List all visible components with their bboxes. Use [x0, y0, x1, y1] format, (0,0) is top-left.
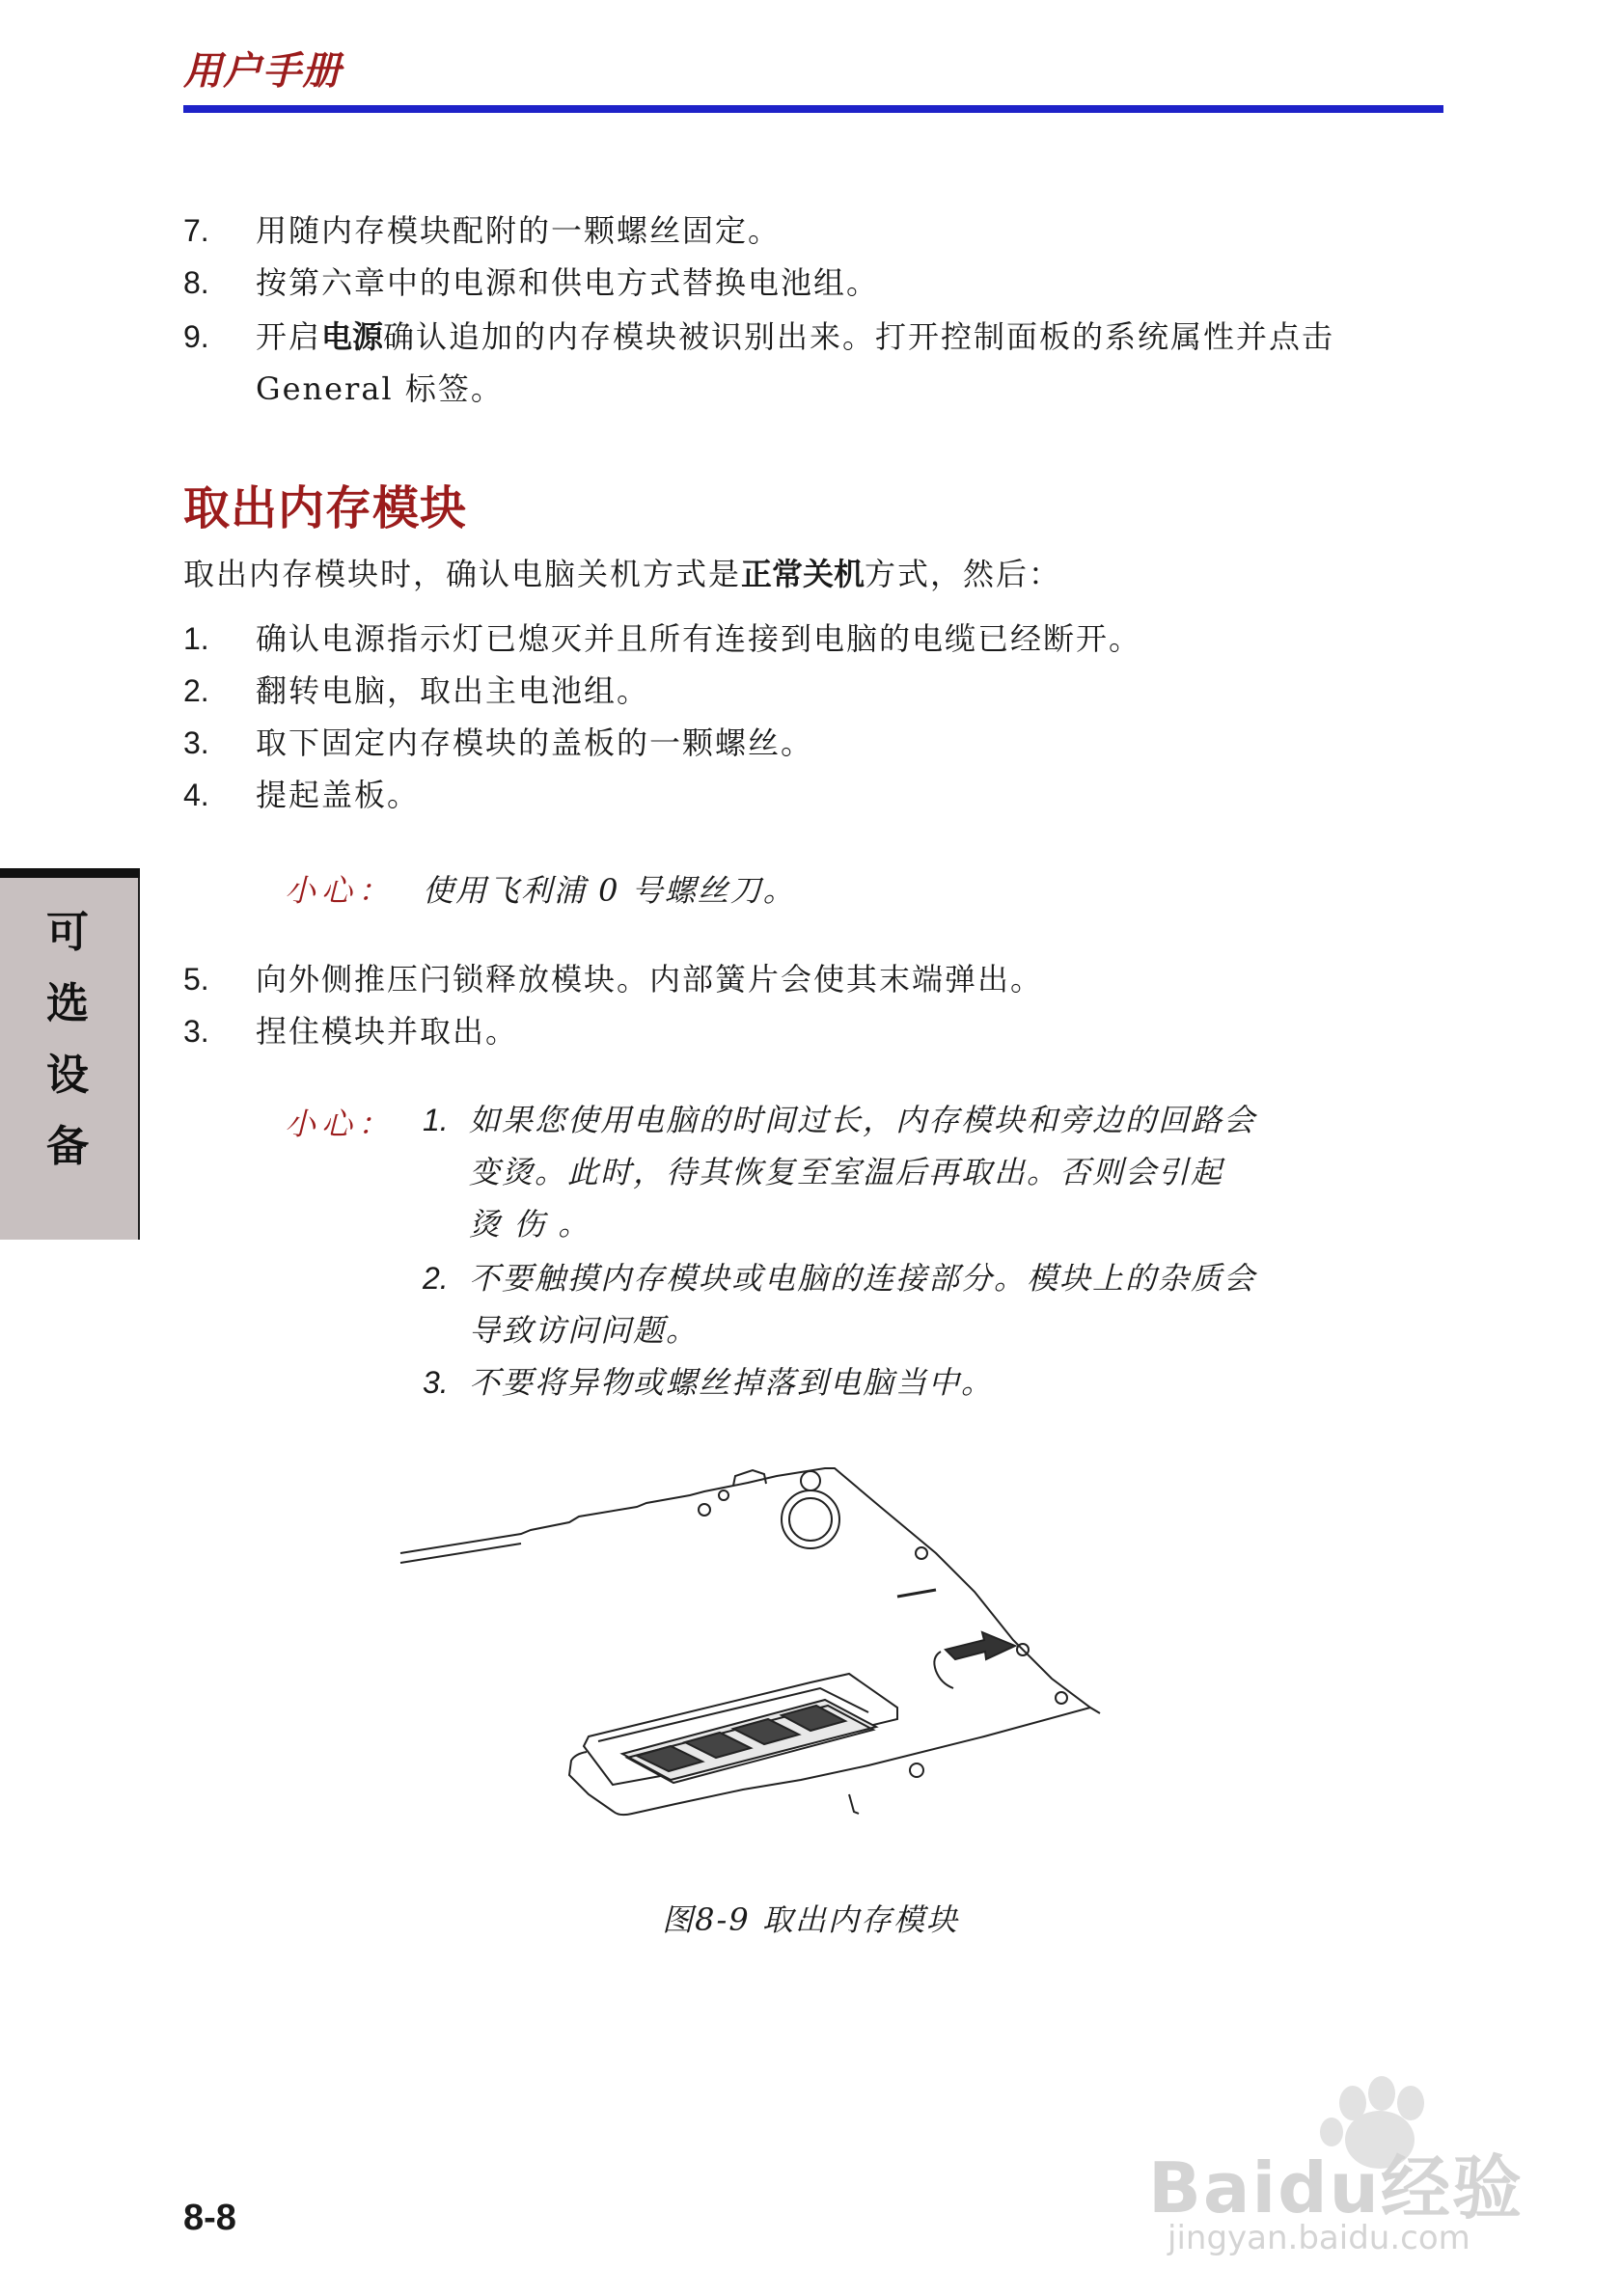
- step-number: 3.: [183, 1014, 209, 1049]
- side-tab: [0, 868, 140, 1240]
- caution-item-text: 不要将异物或螺丝掉落到电脑当中。: [469, 1364, 995, 1401]
- intro-post: 方式，然后：: [865, 556, 1062, 592]
- watermark-brand: Baidu经验: [1148, 2147, 1524, 2228]
- section-heading: 取出内存模块: [183, 481, 468, 535]
- normal-shutdown-term: 正常关机: [741, 556, 865, 592]
- caution-line: 烫 伤 。: [469, 1206, 591, 1243]
- list-item: [183, 717, 1438, 769]
- header-title: 用户手册: [183, 49, 342, 94]
- step-text-pre: 开启: [256, 318, 322, 355]
- step-number: 8.: [183, 265, 209, 300]
- step-text: 捏住模块并取出。: [256, 1013, 519, 1050]
- watermark-url: jingyan.baidu.com: [1168, 2219, 1470, 2257]
- caution-text: 使用飞利浦 0 号螺丝刀。: [423, 872, 796, 909]
- caution-item-text: [469, 1252, 1349, 1356]
- header-rule: [183, 105, 1443, 113]
- step-number: 4.: [183, 778, 209, 812]
- caution-item: [423, 1252, 1349, 1356]
- step-text: 取下固定内存模块的盖板的一颗螺丝。: [256, 724, 814, 761]
- list-item: [183, 769, 1438, 821]
- baidu-watermark: [1148, 2064, 1553, 2257]
- step-text: 用随内存模块配附的一颗螺丝固定。: [256, 212, 782, 249]
- memory-module-removal-illustration: [396, 1447, 1225, 1852]
- step-number: 9.: [183, 319, 209, 354]
- step-number: 7.: [183, 213, 209, 248]
- section-intro: [183, 550, 1061, 594]
- caution-line: 如果您使用电脑的时间过长，内存模块和旁边的回路会: [469, 1102, 1257, 1138]
- side-tab-text: [0, 897, 135, 1183]
- caution-number: 1.: [423, 1103, 449, 1137]
- caution-label: 小心：: [285, 872, 396, 909]
- list-item: [183, 257, 1438, 309]
- list-item: [183, 1005, 1438, 1057]
- caution-item-text: [469, 1094, 1349, 1250]
- step-text-line2: General 标签。: [256, 370, 504, 407]
- figure-caption: 图8-9 取出内存模块: [662, 1901, 959, 1938]
- page-number: 8-8: [183, 2198, 236, 2238]
- step-number: 1.: [183, 621, 209, 656]
- list-item: [183, 665, 1438, 717]
- step-text: 确认电源指示灯已熄灭并且所有连接到电脑的电缆已经断开。: [256, 620, 1142, 657]
- step-text: 向外侧推压闩锁释放模块。内部簧片会使其末端弹出。: [256, 961, 1044, 998]
- side-tab-char: 备: [46, 1122, 89, 1171]
- step-text: 提起盖板。: [256, 777, 421, 813]
- caution-line: 不要触摸内存模块或电脑的连接部分。模块上的杂质会: [469, 1260, 1257, 1297]
- list-item: [183, 205, 1438, 257]
- list-item: [183, 953, 1438, 1005]
- caution-line: 导致访问问题。: [469, 1312, 700, 1349]
- caution-number: 2.: [423, 1261, 449, 1296]
- step-number: 3.: [183, 725, 209, 760]
- caution-number: 3.: [423, 1365, 449, 1400]
- list-item: [183, 311, 1438, 415]
- side-tab-char: 可: [46, 908, 89, 957]
- side-tab-char: 选: [46, 979, 89, 1028]
- step-number: 2.: [183, 673, 209, 708]
- step-text-post: 确认追加的内存模块被识别出来。打开控制面板的系统属性并点击: [383, 318, 1335, 355]
- caution-line: 变烫。此时，待其恢复至室温后再取出。否则会引起: [469, 1154, 1224, 1190]
- list-item: [183, 613, 1438, 665]
- step-number: 5.: [183, 962, 209, 997]
- caution-label: 小心：: [285, 1106, 396, 1142]
- step-text: 翻转电脑，取出主电池组。: [256, 672, 650, 709]
- step-text: [256, 311, 1438, 415]
- power-term: 电源: [321, 318, 384, 355]
- caution-item: [423, 1094, 1349, 1250]
- side-tab-border: [138, 878, 140, 1240]
- step-text: 按第六章中的电源和供电方式替换电池组。: [256, 264, 880, 301]
- intro-pre: 取出内存模块时，确认电脑关机方式是: [183, 556, 742, 592]
- side-tab-char: 设: [46, 1051, 89, 1100]
- caution-item: [423, 1356, 1349, 1408]
